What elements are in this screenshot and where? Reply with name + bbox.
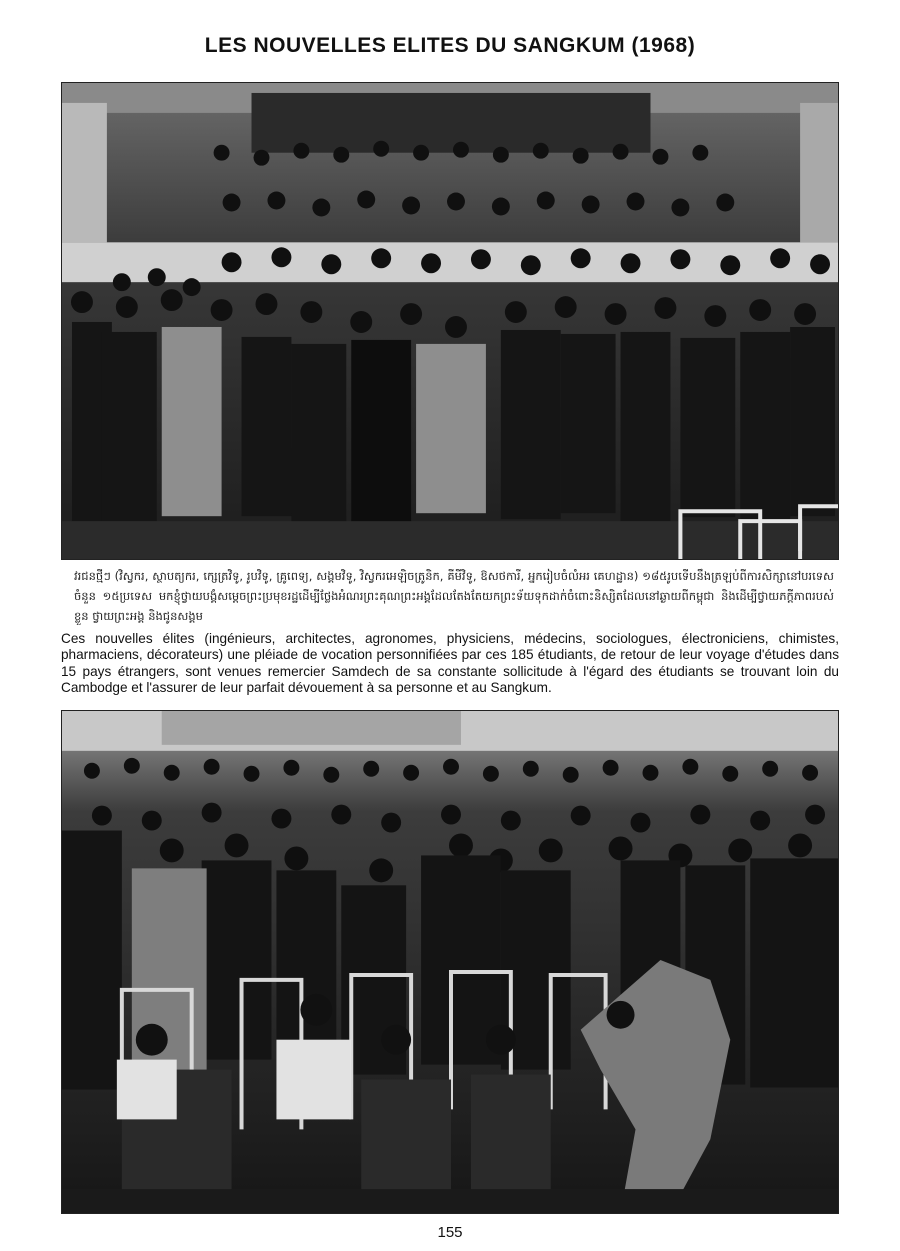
caption-khmer: វរជនថ្មីៗ (វិស្វករ, ស្ថាបត្យករ, ក្សេត្រវិទូ, រូបវិទូ, គ្រូពេទ្យ, សង្គមវិទូ, វិស្វករអេឡិចត្រូនិក, គីមីវិទូ, ឱសថការី, អ្នករៀបចំលំអរ គេហដ្ឋាន) ១៨៥រូបទើបនឹងត្រឡប់ពីការសិក្សានៅបរទេសចំនួន ១៥ប្រទេស មកខ្ញុំថ្វាយបង្គំសម្ដេចព្រះប្រមុខរដ្ឋដើម្បីថ្លែងអំណរព្រះគុណព្រះអង្គដែលតែងតែយកព្រះទ័យទុកដាក់ចំពោះនិស្សិតដែលនៅឆ្ងាយពីកម្ពុជា និងដើម្បីថ្វាយភក្ដីភាពរបស់ខ្លួន ថ្វាយព្រះអង្គ និងជូនសង្គម — [74, 569, 834, 623]
photo-samdech-greeting-image — [62, 711, 838, 1213]
photo-samdech-greeting — [61, 710, 839, 1214]
page-number: 155 — [437, 1224, 463, 1241]
photo-students-gathering-image — [62, 83, 838, 559]
caption-french: Ces nouvelles élites (ingénieurs, architectes, agronomes, physiciens, médecins, sociologues, électroniciens, chimistes, pharmaciens, décorateurs) une pléiade de vocation personnifiées par ces 185 étudiants, de retour de leur voyage d'études dans 15 pays étrangers, sont venues remercier Samdech de sa constante sollicitude à l'égard des étudiants se trouvant loin du Cambodge et l'assurer de leur parfait dévouement à sa personne et au Sangkum. — [61, 631, 839, 696]
page-title: LES NOUVELLES ELITES DU SANGKUM (1968) — [204, 34, 696, 57]
photo-students-gathering — [61, 82, 839, 560]
